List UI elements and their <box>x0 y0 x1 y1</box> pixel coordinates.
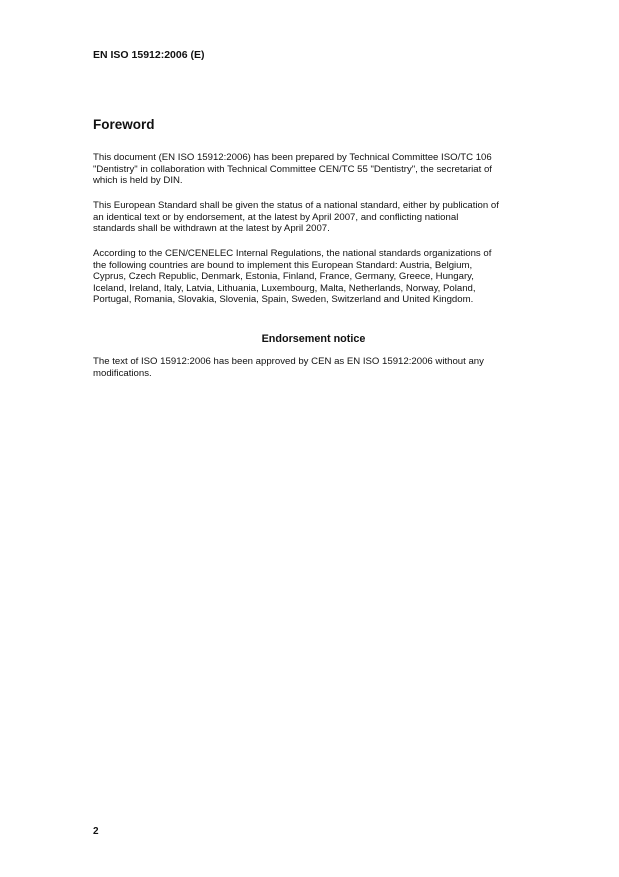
text-line: which is held by DIN. <box>93 175 183 187</box>
foreword-paragraph-countries <box>93 248 491 306</box>
foreword-paragraph-preparation <box>93 152 492 187</box>
text-line: The text of ISO 15912:2006 has been approved by CEN as EN ISO 15912:2006 without any <box>93 356 484 367</box>
text-line: an identical text or by endorsement, at the latest by April 2007, and conflicting national <box>93 211 459 223</box>
text-line: "Dentistry" in collaboration with Technical Committee CEN/TC 55 "Dentistry", the secretariat of <box>93 163 492 175</box>
text-line: Portugal, Romania, Slovakia, Slovenia, Spain, Sweden, Switzerland and United Kingdom. <box>93 294 474 306</box>
text-line: This European Standard shall be given the status of a national standard, either by publication of <box>93 200 499 211</box>
endorsement-notice-heading: Endorsement notice <box>261 333 366 345</box>
text-line: standards shall be withdrawn at the latest by April 2007. <box>93 223 330 235</box>
text-line: the following countries are bound to implement this European Standard: Austria, Belgium, <box>93 259 473 271</box>
text-line: modifications. <box>93 367 152 379</box>
foreword-paragraph-status <box>93 200 499 235</box>
text-line: This document (EN ISO 15912:2006) has been prepared by Technical Committee ISO/TC 106 <box>93 152 492 163</box>
text-line: According to the CEN/CENELEC Internal Regulations, the national standards organizations of <box>93 248 492 259</box>
endorsement-paragraph <box>93 356 484 379</box>
text-line: Iceland, Ireland, Italy, Latvia, Lithuania, Luxembourg, Malta, Netherlands, Norway, Poland, <box>93 282 476 294</box>
foreword-heading: Foreword <box>93 117 155 132</box>
text-line: Cyprus, Czech Republic, Denmark, Estonia, Finland, France, Germany, Greece, Hungary, <box>93 271 474 283</box>
page-number: 2 <box>93 826 99 837</box>
running-header: EN ISO 15912:2006 (E) <box>93 49 205 61</box>
